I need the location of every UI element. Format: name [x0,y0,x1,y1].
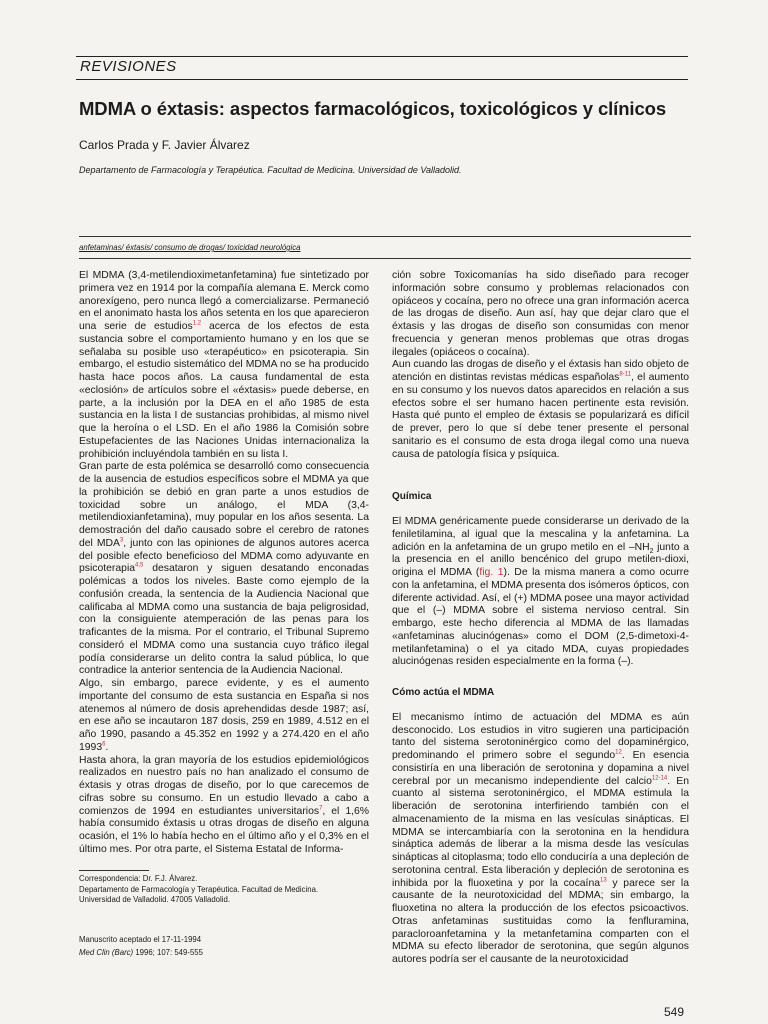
footnote-rule [79,870,149,871]
reference-link[interactable]: 8-11 [619,371,631,378]
keywords-top-rule [79,236,691,237]
reference-link[interactable]: 13 [600,877,607,884]
paragraph: ción sobre Toxicomanías ha sido diseñado para recoger información sobre consumo y problemas relacionados con opiáceos y cocaína, pero no ofrece una gran información acerca de las drogas de diseño. Aun así, hay que dejar claro que el éxtasis y las drogas de diseño son consumidas con menor frecuencia y generan menos problemas que otras drogas ilegales (opiáceos o cocaína). [392,270,689,358]
section-header-bar [76,56,688,80]
reference-link[interactable]: 3 [119,537,124,544]
paragraph: Algo, sin embargo, parece evidente, y es el aumento importante del consumo de esta sustancia en España si nos atenemos al número de dosis aprehendidas desde 1987; así, en ese año se incautaron 187 dosis, 259 en 1989, 4.512 en el año 1990, pasando a 45.352 en 1992 y a 274.420 en el año 1993$^6$. [79,678,369,753]
reference-link[interactable]: 12 [615,749,622,756]
paragraph: Aun cuando las drogas de diseño y el éxtasis han sido objeto de atención en distintas revistas médicas españolas$^{8-11}$, el aumento en su consumo y los nuevos datos aparecidos en relación a sus efectos sobre el ser humano hacen pertinente esta revisión. Hasta qué punto el empleo de éxtasis se popularizará es difícil de prever, pero lo que sí debe tener presente el personal sanitario es el consumo de esta droga ilegal como una nueva causa de patología física y psíquica. [392,359,690,460]
left-column [79,270,369,857]
paragraph: Gran parte de esta polémica se desarrolló como consecuencia de la ausencia de estudios específicos sobre el MDMA ya que la prohibición se debió en gran parte a unos estudios de toxicidad sobre un análogo, el MDA (3,4-metilendioxianfetamina), muy popular en los años sesenta. La demostración del daño causado sobre el cerebro de ratones del MDA$^3$, junto con las opiniones de algunos autores acerca del posible efecto beneficioso del MDMA como adyuvante en psicoterapia$^{4,5}$ desataron y siguen desatando enconadas polémicas a todos los niveles. Baste como ejemplo de la confusión creada, la sentencia de la Audiencia Nacional que calificaba al MDMA como una sustancia de baja peligrosidad, con la consiguiente atemperación de las penas para los traficantes de la misma. Por el contrario, el Tribunal Supremo consideró el MDMA como una sustancia cuyo tráfico ilegal podía considerarse un delito contra la salud pública, lo que contradice la anterior sentencia de la Audiencia Nacional. [79,461,369,677]
figure-link[interactable]: fig. 1 [479,567,504,578]
reference-link[interactable]: 4,5 [135,562,144,569]
section-label: REVISIONES [80,58,177,75]
reference-link[interactable]: 12-14 [651,775,668,782]
paragraph: El MDMA genéricamente puede considerarse un derivado de la feniletilamina, al igual que la mescalina y la anfetamina. La adición en la anfetamina de un grupo metilo en el $-NH_2$ junto a la presencia en el anillo bencénico del grupo metilen-dioxi, origina el MDMA (fig. 1). De la misma manera a como ocurre con la anfetamina, el MDMA presenta dos isómeros ópticos, con diferente actividad. Así, el (+) MDMA posee una mayor actividad que el (–) MDMA sobre el sistema nervioso central. Sin embargo, este hecho diferencia al MDMA de las llamadas «anfetaminas alucinógenas» como el DOM (2,5-dimetoxi-4-metilanfetamina) o el ya citado MDA, cuyas propiedades alucinógenas residen especialmente en la forma (–). [392,516,690,668]
right-column [392,270,689,967]
article-title: MDMA o éxtasis: aspectos farmacológicos, toxicológicos y clínicos [79,98,667,119]
article-keywords: anfetaminas/ éxtasis/ consumo de drogas/ toxicidad neurológica [79,243,301,252]
reference-link[interactable]: 7 [319,805,323,812]
reference-link[interactable]: 1,2 [192,320,202,327]
reference-link[interactable]: 6 [102,741,106,748]
keywords-bottom-rule [79,258,691,259]
article-affiliation: Departamento de Farmacología y Terapéutica. Facultad de Medicina. Universidad de Valladolid. [79,165,462,175]
article-authors: Carlos Prada y F. Javier Álvarez [79,138,250,152]
paragraph: El mecanismo íntimo de actuación del MDMA es aún desconocido. Los estudios in vitro sugieren una participación tanto del sistema serotoninérgico como del dopaminérgico, predominando el primero sobre el segundo$^{12}$. En esencia consistiría en una liberación de serotonina y dopamina a nivel cerebral por un mecanismo independiente del calcio$^{12-14}$. En cuanto al sistema serotoninérgico, el MDMA estimula la liberación de serotonina interfiriendo también con el almacenamiento de la misma en las vesículas sinápticas. El MDMA se intercambiaría con la serotonina en la hendidura sináptica además de liberar a la misma desde las vesículas sinápticas al citoplasma; todo ello conduciría a una depleción de serotonina central. Esta liberación y depleción de serotonina es inhibida por la fluoxetina y por la cocaína$^{13}$ y parece ser la causante de la neurotoxicidad del MDMA; sin embargo, la fluoxetina no altera la producción de los efectos psicoactivos. Otras anfetaminas sustituidas como la fenfluramina, paracloroanfetamina y la metanfetamina comparten con el MDMA su efecto liberador de serotonina, que según algunos autores podría ser el causante de la neurotoxicidad [392,711,689,965]
section-heading-quimica: Química [392,491,432,503]
manuscript-accepted: Manuscrito aceptado el 17-11-1994 [79,935,202,944]
paragraph: El MDMA (3,4-metilendioximetanfetamina) fue sintetizado por primera vez en 1914 por la compañía alemana E. Merck como anorexígeno, pero nunca llegó a comercializarse. Permaneció en el anonimato hasta los años setenta en los que aparecieron una serie de estudios$^{1,2}$ acerca de los efectos de esta sustancia sobre el comportamiento humano y en los que se señalaba su posible uso «terapéutico» en psicoterapia. Sin embargo, el estudio sistemático del MDMA no se ha producido hasta hace pocos años. La causa fundamental de esta «eclosión» de artículos sobre el «éxtasis» puede deberse, en parte, a la inclusión por la DEA en el año 1985 de esta sustancia en la lista I de sustancias prohibidas, al mismo nivel que la heroína o el LSD. En el año 1986 la Comisión sobre Estupefacientes de las Naciones Unidas internacionaliza la prohibición incluyéndola también en su lista I. [79,270,370,460]
section-heading-como-actua: Cómo actúa el MDMA [392,687,495,698]
citation-line: Med Clin (Barc) 1996; 107: 549-555 [79,948,203,957]
paragraph: Hasta ahora, la gran mayoría de los estudios epidemiológicos realizados en nuestro país no han analizado el consumo de éxtasis y otras drogas de diseño, por lo que carecemos de cifras sobre su consumo. En un estudio llevado a cabo a comienzos de 1994 en estudiantes universitarios$^7$, el 1,6% había consumido éxtasis u otras drogas de diseño en alguna ocasión, el 1% lo había hecho en el último año y el 0,3% en el último mes. Por otra parte, el Sistema Estatal de Informa- [79,754,370,855]
correspondence-note: Correspondencia: Dr. F.J. Álvarez. Departamento de Farmacología y Terapéutica. Facultad de Medicina. Universidad de Valladolid. 47005 Valladolid. [79,874,319,904]
page-number: 549 [664,1005,685,1019]
